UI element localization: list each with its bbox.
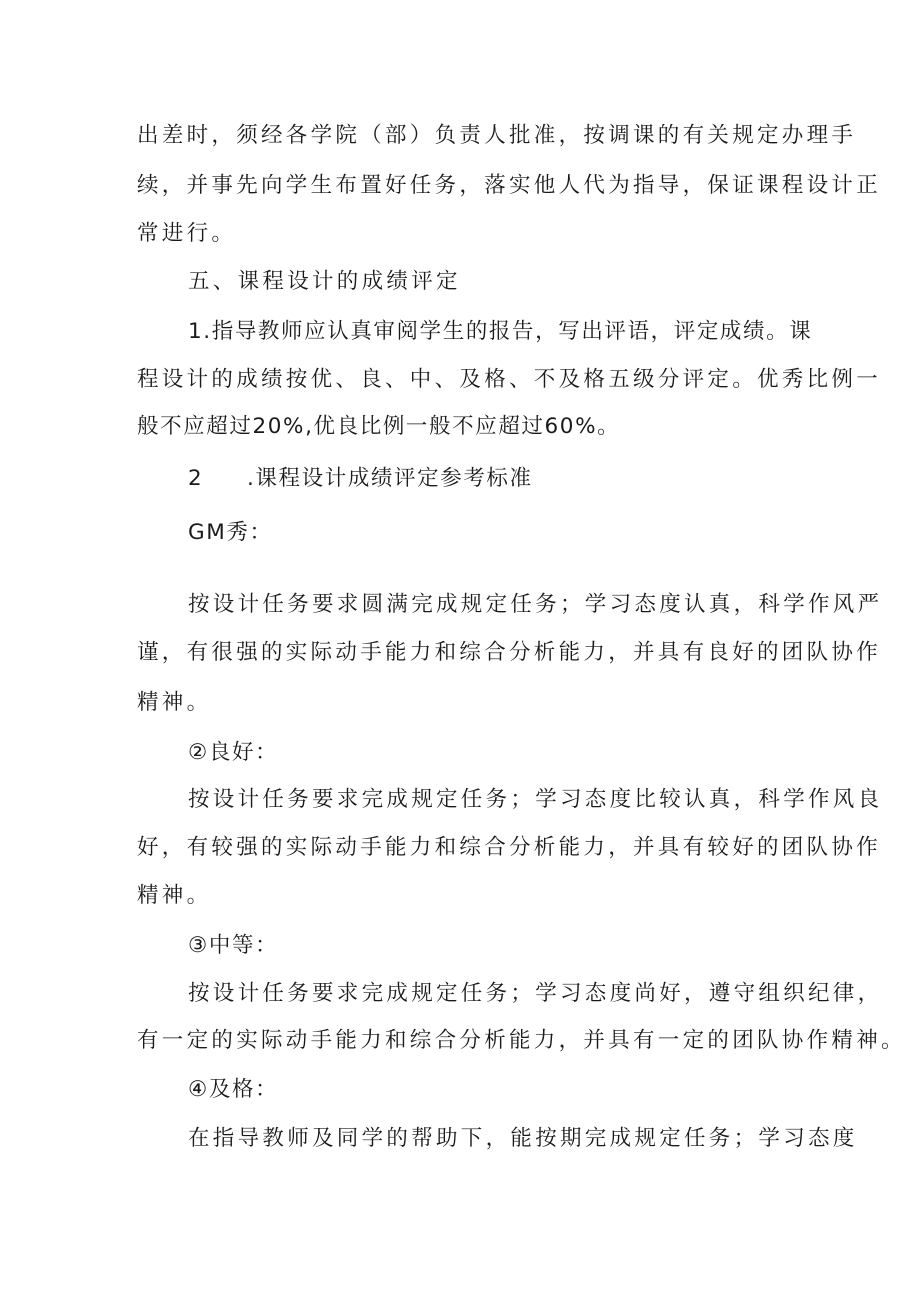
grade-good-line-1: 按设计任务要求完成规定任务；学习态度比较认真，科学作风良 <box>188 787 883 812</box>
grade-medium-label: ③中等： <box>188 933 279 958</box>
intro-paragraph-line-2: 续，并事先向学生布置好任务，落实他人代为指导，保证课程设计正 <box>137 173 882 198</box>
grade-excellent-line-1: 按设计任务要求圆满完成规定任务；学习态度认真，科学作风严 <box>188 592 883 617</box>
grade-medium-line-2: 有一定的实际动手能力和综合分析能力，并具有一定的团队协作精神。 <box>137 1028 906 1053</box>
item-1-line-3: 般不应超过20%,优良比例一般不应超过60%。 <box>137 414 621 439</box>
grade-good-label: ②良好： <box>188 740 279 765</box>
grade-excellent-line-2: 谨，有很强的实际动手能力和综合分析能力，并具有良好的团队协作 <box>137 640 882 665</box>
grade-pass-line-1: 在指导教师及同学的帮助下，能按期完成规定任务；学习态度 <box>188 1126 858 1151</box>
item-2-title: .课程设计成绩评定参考标准 <box>247 466 533 491</box>
grade-pass-label: ④及格： <box>188 1077 279 1102</box>
grade-good-line-3: 精神。 <box>137 883 212 908</box>
grade-excellent-label: GM秀： <box>188 520 273 545</box>
intro-paragraph-line-1: 出差时，须经各学院（部）负责人批准，按调课的有关规定办理手 <box>137 123 857 148</box>
intro-paragraph-line-3: 常进行。 <box>137 221 237 246</box>
item-1-line-2: 程设计的成绩按优、良、中、及格、不及格五级分评定。优秀比例一 <box>137 367 882 392</box>
grade-excellent-line-3: 精神。 <box>137 690 212 715</box>
item-2-number: 2 <box>188 466 202 491</box>
item-1-line-1: 1.指导教师应认真审阅学生的报告，写出评语，评定成绩。课 <box>188 319 813 344</box>
section-five-heading: 五、课程设计的成绩评定 <box>188 269 461 294</box>
grade-good-line-2: 好，有较强的实际动手能力和综合分析能力，并具有较好的团队协作 <box>137 835 882 860</box>
grade-medium-line-1: 按设计任务要求完成规定任务；学习态度尚好，遵守组织纪律， <box>188 981 883 1006</box>
